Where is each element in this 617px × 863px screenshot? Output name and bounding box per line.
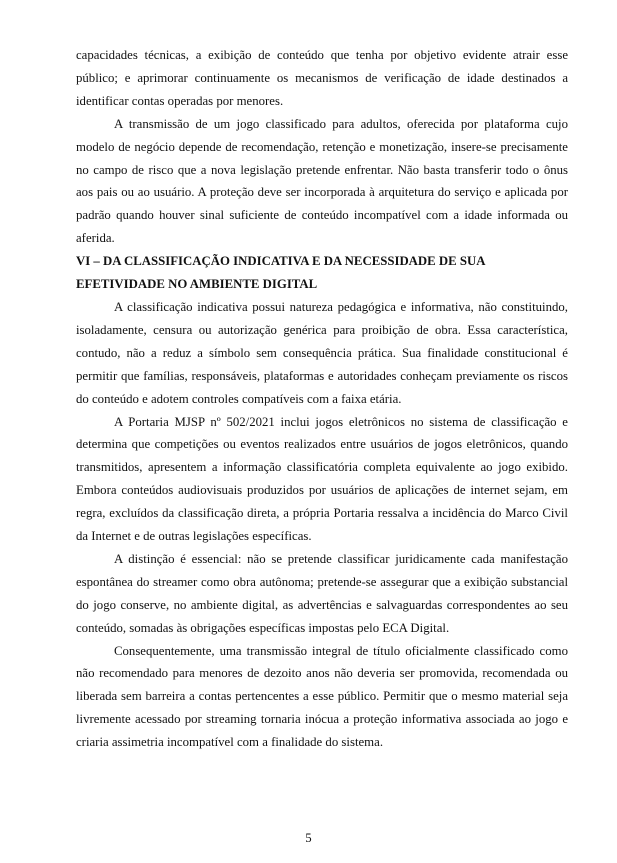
section-heading: VI – DA CLASSIFICAÇÃO INDICATIVA E DA NECESSIDADE DE SUA EFETIVIDADE NO AMBIENTE DIGITAL [76,254,485,292]
paragraph-continuation: capacidades técnicas, a exibição de conteúdo que tenha por objetivo evidente atrair esse público; e aprimorar continuamente os mecanismos de verificação de idade destinados a identificar contas operadas por menores. [76,48,568,108]
page-body [76,44,568,754]
paragraph: A distinção é essencial: não se pretende classificar juridicamente cada manifestação espontânea do streamer como obra autônoma; pretende-se assegurar que a exibição substancial do jogo conserve, no ambiente digital, as advertências e salvaguardas correspondentes ao seu conteúdo, somadas às obrigações específicas impostas pelo ECA Digital. [76,551,568,635]
paragraph: A classificação indicativa possui natureza pedagógica e informativa, não constituindo, isoladamente, censura ou autorização genérica para proibição de obra. Essa característica, contudo, não a reduz a símbolo sem consequência prática. Sua finalidade constitucional é permitir que famílias, responsáveis, plataformas e autoridades conheçam previamente os riscos do conteúdo e adotem controles compatíveis com a faixa etária. [76,299,568,406]
paragraph: A Portaria MJSP nº 502/2021 inclui jogos eletrônicos no sistema de classificação e determina que competições ou eventos realizados entre usuários de jogos eletrônicos, quando transmitidos, apresentem a informação classificatória completa equivalente ao jogo exibido. Embora conteúdos audiovisuais produzidos por usuários de aplicações de internet sejam, em regra, excluídos da classificação direta, a própria Portaria ressalva a incidência do Marco Civil da Internet e de outras legislações específicas. [76,414,568,544]
paragraph: A transmissão de um jogo classificado para adultos, oferecida por plataforma cujo modelo de negócio depende de recomendação, retenção e monetização, insere-se precisamente no campo de risco que a nova legislação pretende enfrentar. Não basta transferir todo o ônus aos pais ou ao usuário. A proteção deve ser incorporada à arquitetura do serviço e aplicada por padrão quando houver sinal suficiente de conteúdo incompatível com a idade informada ou aferida. [76,116,568,246]
page-number: 5 [305,831,312,845]
paragraph: Consequentemente, uma transmissão integral de título oficialmente classificado como não recomendado para menores de dezoito anos não deveria ser promovida, recomendada ou liberada sem barreira a contas pertencentes a esse público. Permitir que o mesmo material seja livremente acessado por streaming tornaria inócua a proteção informativa associada ao jogo e criaria assimetria incompatível com a finalidade do sistema. [76,643,568,750]
